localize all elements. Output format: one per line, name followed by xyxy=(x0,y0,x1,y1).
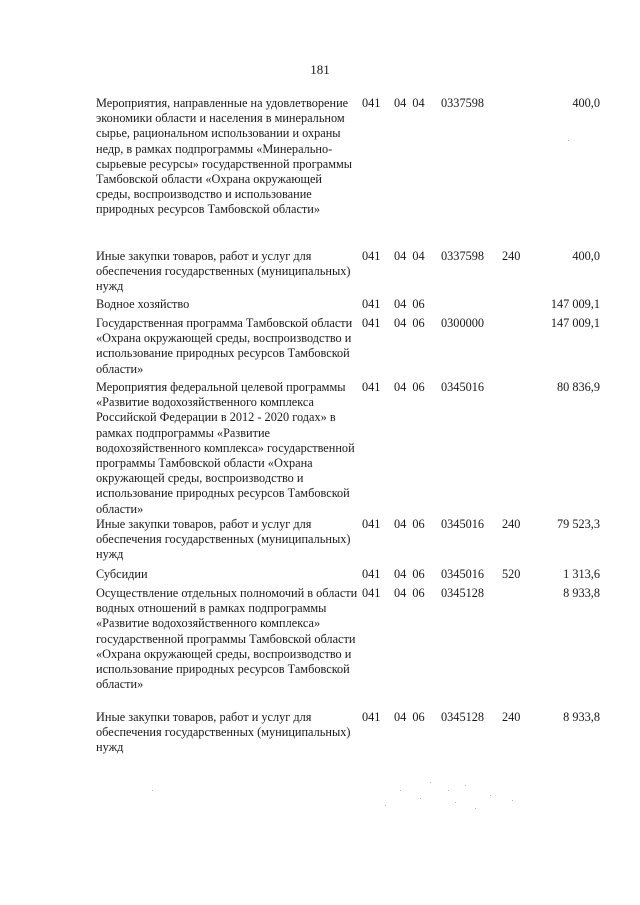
expense-type-code: 240 xyxy=(502,710,521,724)
scan-speck xyxy=(152,790,153,791)
ministry-code: 041 xyxy=(362,297,381,311)
page-number: 181 xyxy=(310,62,330,77)
section-code: 04 06 xyxy=(394,316,425,330)
scan-speck xyxy=(400,790,401,791)
target-article-code: 0337598 xyxy=(441,96,485,110)
target-article-code: 0300000 xyxy=(441,316,485,330)
scan-speck xyxy=(475,808,476,809)
ministry-code: 041 xyxy=(362,249,381,263)
scan-speck xyxy=(490,795,491,796)
amount: 80 836,9 xyxy=(556,380,600,394)
amount: 8 933,8 xyxy=(563,586,600,600)
section-code: 04 06 xyxy=(394,380,425,394)
target-article-code: 0345016 xyxy=(441,567,485,581)
item-name: Иные закупки товаров, работ и услуг для обеспечения государственных (муниципальных) нужд xyxy=(96,249,351,294)
ministry-code: 041 xyxy=(362,586,381,600)
ministry-code: 041 xyxy=(362,710,381,724)
section-code: 04 06 xyxy=(394,517,425,531)
target-article-code: 0337598 xyxy=(441,249,485,263)
item-name: Государственная программа Тамбовской области «Охрана окружающей среды, воспроизводство и использование природных ресурсов Тамбовской области» xyxy=(96,316,353,376)
ministry-code: 041 xyxy=(362,96,381,110)
amount: 79 523,3 xyxy=(556,517,600,531)
scan-speck xyxy=(465,785,466,786)
ministry-code: 041 xyxy=(362,567,381,581)
item-name: Водное хозяйство xyxy=(96,297,190,311)
scan-speck xyxy=(385,805,386,806)
section-code: 04 04 xyxy=(394,96,425,110)
expense-type-code: 240 xyxy=(502,517,521,531)
amount: 1 313,6 xyxy=(563,567,600,581)
item-name: Иные закупки товаров, работ и услуг для обеспечения государственных (муниципальных) нужд xyxy=(96,517,351,562)
section-code: 04 04 xyxy=(394,249,425,263)
section-code: 04 06 xyxy=(394,710,425,724)
section-code: 04 06 xyxy=(394,567,425,581)
scan-speck xyxy=(568,140,569,141)
ministry-code: 041 xyxy=(362,316,381,330)
amount: 147 009,1 xyxy=(550,316,600,330)
section-code: 04 06 xyxy=(394,297,425,311)
scan-speck xyxy=(455,802,456,803)
expense-type-code: 520 xyxy=(502,567,521,581)
scan-speck xyxy=(420,798,421,799)
scan-speck xyxy=(512,800,513,801)
scan-speck xyxy=(448,790,449,791)
ministry-code: 041 xyxy=(362,380,381,394)
target-article-code: 0345016 xyxy=(441,517,485,531)
section-code: 04 06 xyxy=(394,586,425,600)
target-article-code: 0345128 xyxy=(441,586,485,600)
item-name: Субсидии xyxy=(96,567,148,581)
amount: 147 009,1 xyxy=(550,297,600,311)
item-name: Осуществление отдельных полномочий в области водных отношений в рамках подпрограммы «Развитие водохозяйственного комплекса» государственной программы Тамбовской области «Охрана окружающей среды, воспроизводство и использование природных ресурсов Тамбовской области» xyxy=(96,586,358,692)
amount: 8 933,8 xyxy=(563,710,600,724)
item-name: Иные закупки товаров, работ и услуг для обеспечения государственных (муниципальных) нужд xyxy=(96,710,351,755)
amount: 400,0 xyxy=(572,96,600,110)
expense-type-code: 240 xyxy=(502,249,521,263)
amount: 400,0 xyxy=(572,249,600,263)
item-name: Мероприятия, направленные на удовлетворение экономики области и населения в минеральном сырье, рациональном использовании и охраны недр, в рамках подпрограммы «Минерально-сырьевые ресурсы» государственной программы Тамбовской области «Охрана окружающей среды, воспроизводство и использование природных ресурсов Тамбовской области» xyxy=(96,96,353,217)
target-article-code: 0345016 xyxy=(441,380,485,394)
item-name: Мероприятия федеральной целевой программы «Развитие водохозяйственного комплекса Российской Федерации в 2012 - 2020 годах» в рамках подпрограммы «Развитие водохозяйственного комплекса» государственной программы Тамбовской области «Охрана окружающей среды, воспроизводство и использование природных ресурсов Тамбовской области» xyxy=(96,380,355,516)
ministry-code: 041 xyxy=(362,517,381,531)
target-article-code: 0345128 xyxy=(441,710,485,724)
scan-speck xyxy=(430,782,431,783)
